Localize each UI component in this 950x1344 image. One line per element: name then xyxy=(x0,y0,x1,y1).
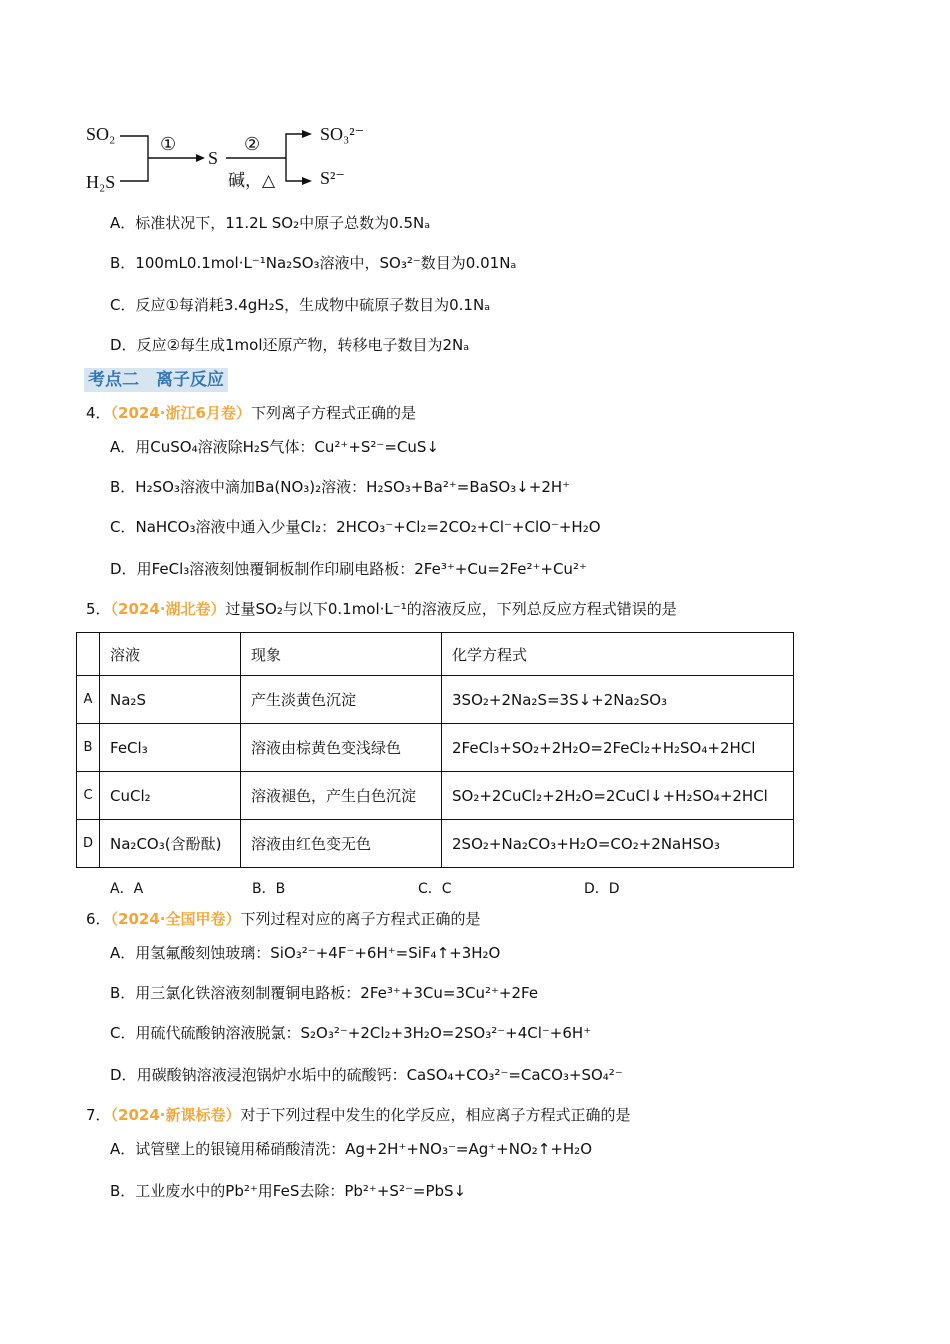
q6-option-d: D．用碳酸钠溶液浸泡锅炉水垢中的硫酸钙：CaSO₄+CO₃²⁻=CaCO₃+SO₄²⁻ xyxy=(110,1066,623,1084)
q7-option-b: B．工业废水中的Pb²⁺用FeS去除：Pb²⁺+S²⁻=PbS↓ xyxy=(110,1182,467,1200)
table-cell: SO₂+2CuCl₂+2H₂O=2CuCl↓+H₂SO₄+2HCl xyxy=(442,772,794,820)
q7-option-a: A．试管壁上的银镜用稀硝酸清洗：Ag+2H⁺+NO₃⁻=Ag⁺+NO₂↑+H₂O xyxy=(110,1140,592,1158)
condition-label: 碱，△ xyxy=(228,171,276,191)
q4-stem: 4．（2024·浙江6月卷）下列离子方程式正确的是 xyxy=(86,404,416,422)
table-cell: C xyxy=(77,772,100,820)
s2-product: S²⁻ xyxy=(320,168,345,188)
q6-option-b: B．用三氯化铁溶液刻制覆铜电路板：2Fe³⁺+3Cu=3Cu²⁺+2Fe xyxy=(110,984,539,1002)
table-cell: A xyxy=(77,676,100,724)
q6-source: （2024·全国甲卷） xyxy=(110,910,241,928)
q5-option-a: A．A xyxy=(110,881,144,897)
section-heading: 考点二 离子反应 xyxy=(84,368,228,392)
table-row xyxy=(77,820,794,868)
q5-option-c: C．C xyxy=(418,881,452,897)
s-intermediate: S xyxy=(208,148,219,168)
step1-label: ① xyxy=(160,134,177,154)
table-cell: 溶液由红色变无色 xyxy=(241,820,442,868)
q5-option-d: D．D xyxy=(584,881,620,897)
table-cell: 2SO₂+Na₂CO₃+H₂O=CO₂+2NaHSO₃ xyxy=(442,820,794,868)
q3-option-b: B．100mL0.1mol·L⁻¹Na₂SO₃溶液中，SO₃²⁻数目为0.01Nₐ xyxy=(110,254,517,272)
so2-label: SO₂ xyxy=(86,124,116,144)
table-row xyxy=(77,772,794,820)
table-row xyxy=(77,676,794,724)
q4-option-a: A．用CuSO₄溶液除H₂S气体：Cu²⁺+S²⁻=CuS↓ xyxy=(110,438,439,456)
q5-table xyxy=(76,632,794,868)
table-cell: 溶液由棕黄色变浅绿色 xyxy=(241,724,442,772)
q3-option-a: A．标准状况下，11.2L SO₂中原子总数为0.5Nₐ xyxy=(110,214,431,232)
q4-option-b: B．H₂SO₃溶液中滴加Ba(NO₃)₂溶液：H₂SO₃+Ba²⁺=BaSO₃↓+2H⁺ xyxy=(110,478,571,496)
table-cell: 2FeCl₃+SO₂+2H₂O=2FeCl₂+H₂SO₄+2HCl xyxy=(442,724,794,772)
table-cell: 溶液褪色，产生白色沉淀 xyxy=(241,772,442,820)
so3-product: SO₃²⁻ xyxy=(320,124,365,144)
q5-source: （2024·湖北卷） xyxy=(110,600,226,618)
q6-stem: 6．（2024·全国甲卷）下列过程对应的离子方程式正确的是 xyxy=(86,910,481,928)
table-header-cell: 溶液 xyxy=(100,633,241,676)
q3-option-c: C．反应①每消耗3.4gH₂S，生成物中硫原子数目为0.1Nₐ xyxy=(110,296,491,314)
q7-stem: 7．（2024·新课标卷）对于下列过程中发生的化学反应，相应离子方程式正确的是 xyxy=(86,1106,631,1124)
q4-option-c: C．NaHCO₃溶液中通入少量Cl₂：2HCO₃⁻+Cl₂=2CO₂+Cl⁻+ClO⁻+H₂O xyxy=(110,518,601,536)
q5-stem: 5．（2024·湖北卷）过量SO₂与以下0.1mol·L⁻¹的溶液反应，下列总反应方程式错误的是 xyxy=(86,600,677,618)
table-cell: 产生淡黄色沉淀 xyxy=(241,676,442,724)
q3-option-d: D．反应②每生成1mol还原产物，转移电子数目为2Nₐ xyxy=(110,336,470,354)
q4-source: （2024·浙江6月卷） xyxy=(110,404,251,422)
q6-option-a: A．用氢氟酸刻蚀玻璃：SiO₃²⁻+4F⁻+6H⁺=SiF₄↑+3H₂O xyxy=(110,944,501,962)
step2-label: ② xyxy=(244,134,261,154)
q4-option-d: D．用FeCl₃溶液刻蚀覆铜板制作印刷电路板：2Fe³⁺+Cu=2Fe²⁺+Cu²⁺ xyxy=(110,560,587,578)
reaction-arrows xyxy=(0,0,380,200)
table-cell: B xyxy=(77,724,100,772)
table-header-cell: 化学方程式 xyxy=(442,633,794,676)
table-header-cell xyxy=(77,633,100,676)
table-header-cell: 现象 xyxy=(241,633,442,676)
q6-option-c: C．用硫代硫酸钠溶液脱氯：S₂O₃²⁻+2Cl₂+3H₂O=2SO₃²⁻+4Cl⁻+6H⁺ xyxy=(110,1024,592,1042)
table-row xyxy=(77,724,794,772)
table-cell: D xyxy=(77,820,100,868)
q5-option-b: B．B xyxy=(252,881,286,897)
table-cell: Na₂CO₃(含酚酞) xyxy=(100,820,241,868)
q7-source: （2024·新课标卷） xyxy=(110,1106,241,1124)
table-header-row xyxy=(77,633,794,676)
table-cell: FeCl₃ xyxy=(100,724,241,772)
h2s-label: H₂S xyxy=(86,172,116,192)
table-cell: Na₂S xyxy=(100,676,241,724)
table-cell: 3SO₂+2Na₂S=3S↓+2Na₂SO₃ xyxy=(442,676,794,724)
table-cell: CuCl₂ xyxy=(100,772,241,820)
